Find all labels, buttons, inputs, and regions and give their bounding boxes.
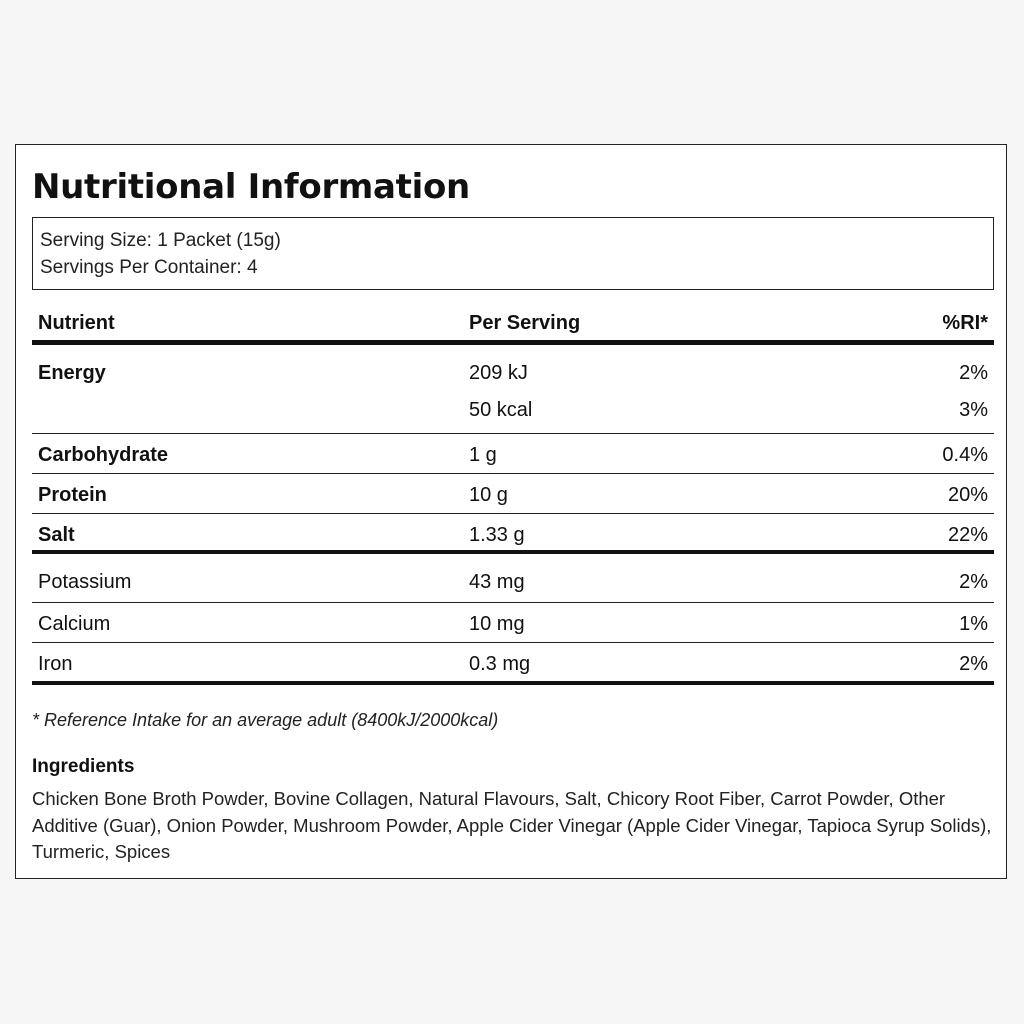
ingredients-list: Chicken Bone Broth Powder, Bovine Collagen, Natural Flavours, Salt, Chicory Root Fiber, Carrot Powder, Other Additive (Guar), Onion Powder, Mushroom Powder, Apple Cider Vinegar (Apple Cider Vinegar, Tapioca Syrup Solids), Turmeric, Spices	[32, 788, 992, 862]
header-per-serving: Per Serving	[469, 312, 581, 334]
serving-info-box	[32, 217, 994, 290]
page-title: Nutritional Information	[32, 167, 470, 207]
nutrient-name: Protein	[38, 484, 107, 506]
ri-value: 3%	[959, 399, 988, 421]
reference-intake-footnote: * Reference Intake for an average adult (8400kJ/2000kcal)	[32, 710, 499, 730]
per-serving-value: 43 mg	[469, 571, 525, 593]
ri-value: 2%	[959, 653, 988, 675]
header-ri: %RI*	[942, 312, 988, 334]
per-serving-value: 0.3 mg	[469, 653, 531, 675]
ingredients-heading: Ingredients	[32, 756, 135, 777]
table-row	[32, 603, 994, 643]
servings-per-container: Servings Per Container: 4	[40, 257, 258, 278]
table-row	[32, 554, 994, 603]
nutrient-name: Iron	[38, 653, 73, 675]
table-row	[32, 393, 994, 434]
nutrient-name: Calcium	[38, 613, 111, 635]
ri-value: 0.4%	[942, 444, 988, 466]
nutrition-table	[32, 307, 994, 685]
per-serving-value: 209 kJ	[469, 362, 528, 384]
table-row	[32, 434, 994, 474]
ri-value: 22%	[947, 524, 988, 546]
nutrient-name: Salt	[38, 524, 75, 546]
nutrition-panel	[15, 144, 1007, 879]
nutrient-name: Potassium	[38, 571, 132, 593]
ri-value: 1%	[959, 613, 988, 635]
per-serving-value: 1.33 g	[469, 524, 525, 546]
table-row	[32, 345, 994, 393]
table-row	[32, 643, 994, 685]
table-row	[32, 514, 994, 554]
ri-value: 2%	[959, 362, 988, 384]
nutrient-name: Energy	[38, 362, 106, 384]
per-serving-value: 50 kcal	[469, 399, 533, 421]
per-serving-value: 1 g	[469, 444, 497, 466]
serving-size: Serving Size: 1 Packet (15g)	[40, 230, 281, 251]
nutrient-name: Carbohydrate	[38, 444, 169, 466]
header-nutrient: Nutrient	[38, 312, 115, 334]
per-serving-value: 10 mg	[469, 613, 525, 635]
ri-value: 20%	[947, 484, 988, 506]
table-header-row	[32, 307, 994, 345]
ri-value: 2%	[959, 571, 988, 593]
table-row	[32, 474, 994, 514]
per-serving-value: 10 g	[469, 484, 508, 506]
